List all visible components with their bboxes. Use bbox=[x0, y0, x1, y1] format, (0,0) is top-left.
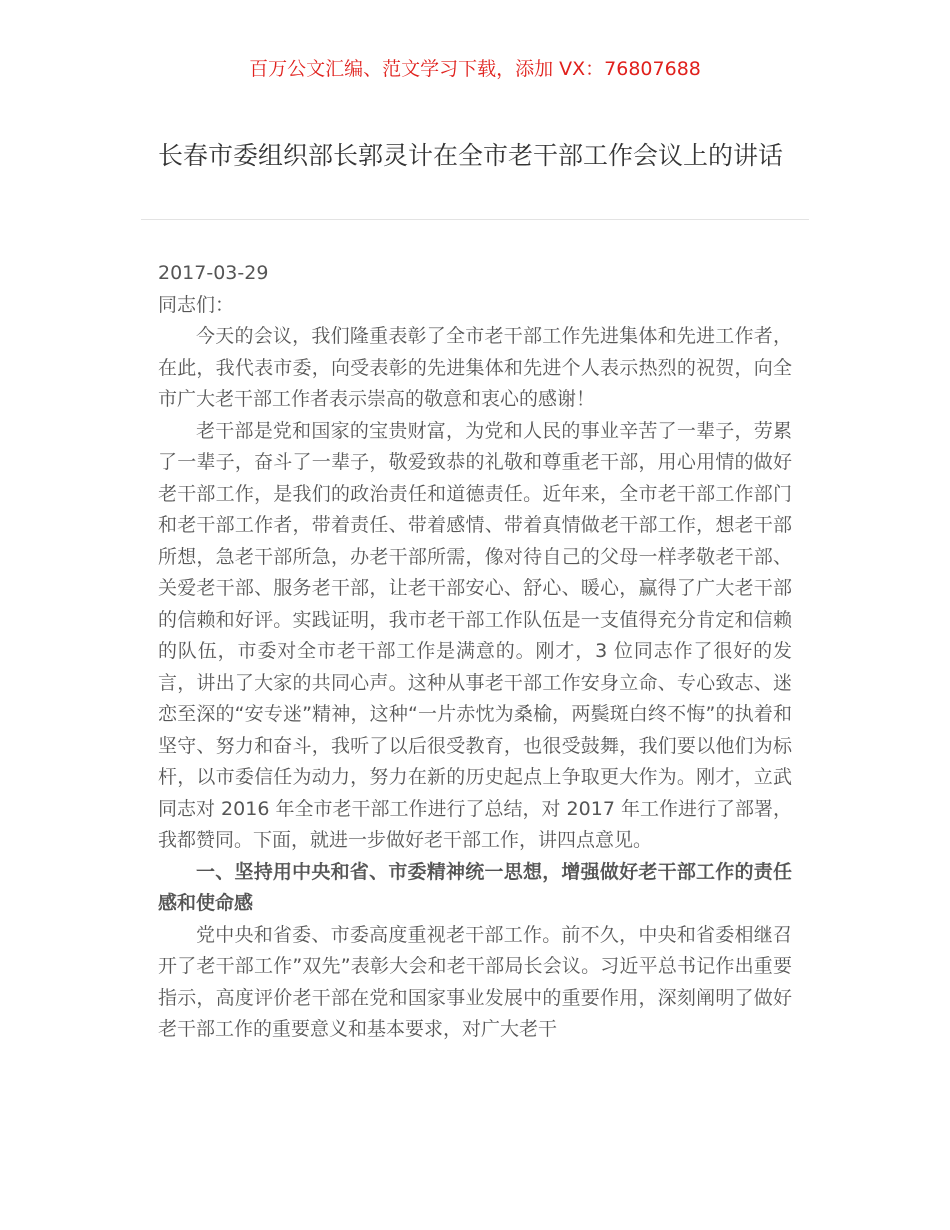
title-divider bbox=[141, 219, 809, 220]
section-heading: 一、坚持用中央和省、市委精神统一思想，增强做好老干部工作的责任感和使命感 bbox=[158, 860, 792, 914]
body-paragraph: 党中央和省委、市委高度重视老干部工作。前不久，中央和省委相继召开了老干部工作”双先”表彰大会和老干部局长会议。习近平总书记作出重要指示，高度评价老干部在党和国家事业发展中的重要作用，深刻阐明了做好老干部工作的重要意义和基本要求，对广大老干 bbox=[158, 923, 792, 1040]
article-body bbox=[158, 258, 792, 1046]
download-banner: 百万公文汇编、范文学习下载，添加 VX：76807688 bbox=[249, 58, 701, 80]
article-date: 2017-03-29 bbox=[158, 262, 269, 284]
salutation: 同志们： bbox=[158, 293, 235, 316]
body-paragraph: 今天的会议，我们隆重表彰了全市老干部工作先进集体和先进工作者，在此，我代表市委，向受表彰的先进集体和先进个人表示热烈的祝贺，向全市广大老干部工作者表示崇高的敬意和衷心的感谢！ bbox=[158, 325, 792, 410]
article-title: 长春市委组织部长郭灵计在全市老干部工作会议上的讲话 bbox=[158, 141, 784, 170]
body-paragraph: 老干部是党和国家的宝贵财富，为党和人民的事业辛苦了一辈子，劳累了一辈子，奋斗了一辈子，敬爱致恭的礼敬和尊重老干部，用心用情的做好老干部工作，是我们的政治责任和道德责任。近年来，全市老干部工作部门和老干部工作者，带着责任、带着感情、带着真情做老干部工作，想老干部所想，急老干部所急，办老干部所需，像对待自己的父母一样孝敬老干部、关爱老干部、服务老干部，让老干部安心、舒心、暖心，赢得了广大老干部的信赖和好评。实践证明，我市老干部工作队伍是一支值得充分肯定和信赖的队伍，市委对全市老干部工作是满意的。刚才，3 位同志作了很好的发言，讲出了大家的共同心声。这种从事老干部工作安身立命、专心致志、迷恋至深的“安专迷”精神，这种“一片赤忱为桑榆，两鬓斑白终不悔”的执着和坚守、努力和奋斗，我听了以后很受教育，也很受鼓舞，我们要以他们为标杆，以市委信任为动力，努力在新的历史起点上争取更大作为。刚才，立武同志对 2016 年全市老干部工作进行了总结，对 2017 年工作进行了部署，我都赞同。下面，就进一步做好老干部工作，讲四点意见。 bbox=[158, 419, 792, 851]
